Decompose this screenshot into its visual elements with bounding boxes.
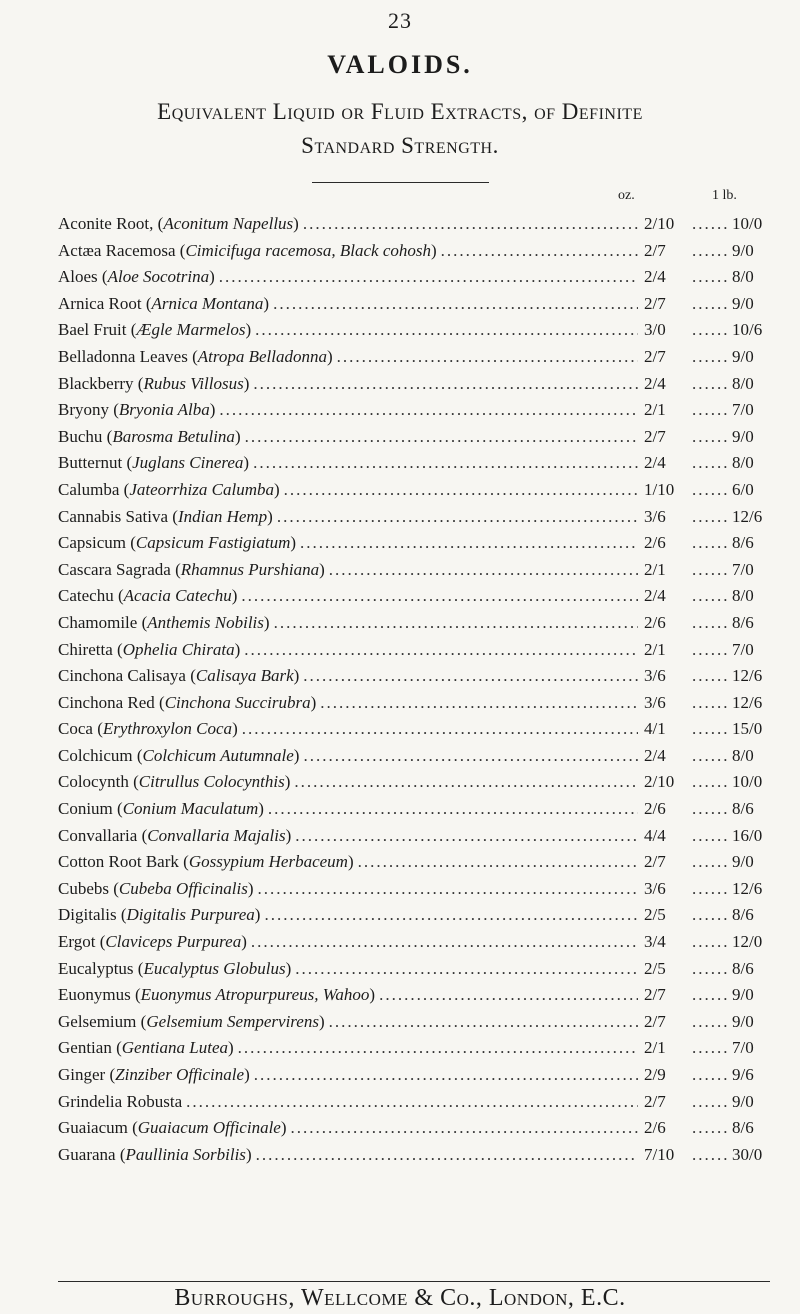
item-name: Blackberry (Rubus Villosus) xyxy=(58,373,250,393)
item-name: Capsicum (Capsicum Fastigiatum) xyxy=(58,533,297,553)
item-common-name: Eucalyptus xyxy=(58,958,134,978)
leader-dots xyxy=(300,530,638,557)
item-latin-name: Ægle Marmelos xyxy=(136,320,246,340)
price-lb: 9/0 xyxy=(732,426,754,446)
price-lb: 9/6 xyxy=(732,1065,754,1084)
leader-dots xyxy=(320,690,638,717)
item-name: Butternut (Juglans Cinerea) xyxy=(58,453,250,473)
leader-dots xyxy=(692,1115,728,1142)
price-lb: 8/6 xyxy=(732,799,754,819)
leader-dots xyxy=(692,876,728,903)
leader-dots xyxy=(692,663,728,690)
price-oz: 2/7 xyxy=(644,293,666,313)
leader-dots xyxy=(692,477,728,504)
item-common-name: Grindelia Robusta xyxy=(58,1091,183,1111)
price-oz: 2/6 xyxy=(644,612,666,632)
list-item xyxy=(58,823,770,850)
list-item xyxy=(58,1115,770,1142)
leader-dots xyxy=(692,929,728,956)
price-oz: 2/7 xyxy=(644,985,666,1005)
list-item xyxy=(58,238,770,265)
item-name: Ginger (Zinziber Officinale) xyxy=(58,1065,250,1084)
leader-dots xyxy=(337,344,638,371)
list-item xyxy=(58,504,770,531)
item-latin-name: Bryonia Alba xyxy=(118,400,210,420)
list-item xyxy=(58,583,770,610)
price-lb: 7/0 xyxy=(732,559,754,579)
price-oz: 2/1 xyxy=(644,400,666,420)
list-item xyxy=(58,317,770,344)
leader-dots xyxy=(692,690,728,717)
price-oz: 3/6 xyxy=(644,666,666,686)
leader-dots xyxy=(295,823,638,850)
item-common-name: Guarana xyxy=(58,1144,116,1164)
item-common-name: Digitalis xyxy=(58,905,117,925)
item-name: Bryony (Bryonia Alba) xyxy=(58,400,216,420)
page-subtitle xyxy=(40,95,760,163)
leader-dots xyxy=(253,450,638,477)
column-header-lb: 1 lb. xyxy=(712,188,737,203)
leader-dots xyxy=(256,1142,638,1169)
leader-dots xyxy=(441,238,638,265)
column-header-oz: oz. xyxy=(618,188,635,203)
item-common-name: Cinchona Red xyxy=(58,692,155,712)
leader-dots xyxy=(303,663,638,690)
item-common-name: Gelsemium xyxy=(58,1011,137,1031)
price-oz: 3/4 xyxy=(644,932,666,952)
list-item xyxy=(58,743,770,770)
price-oz: 3/6 xyxy=(644,506,666,526)
item-latin-name: Gelsemium Sempervirens xyxy=(146,1011,319,1031)
item-common-name: Bryony xyxy=(58,400,109,420)
price-lb: 10/6 xyxy=(732,320,763,340)
price-lb: 7/0 xyxy=(732,639,754,659)
leader-dots xyxy=(219,264,638,291)
price-oz: 2/1 xyxy=(644,559,666,579)
list-item xyxy=(58,796,770,823)
list-item xyxy=(58,291,770,318)
item-common-name: Calumba xyxy=(58,479,120,499)
list-item xyxy=(58,211,770,238)
leader-dots xyxy=(245,424,638,451)
leader-dots xyxy=(258,876,638,903)
price-lb: 12/6 xyxy=(732,506,763,526)
leader-dots xyxy=(303,743,638,770)
item-latin-name: Jateorrhiza Calumba xyxy=(129,479,274,499)
item-latin-name: Rhamnus Purshiana xyxy=(180,559,320,579)
leader-dots xyxy=(692,743,728,770)
leader-dots xyxy=(274,610,638,637)
leader-dots xyxy=(295,956,638,983)
item-common-name: Actæa Racemosa xyxy=(58,240,176,260)
list-item xyxy=(58,371,770,398)
list-item xyxy=(58,956,770,983)
leader-dots xyxy=(186,1089,638,1116)
leader-dots xyxy=(251,929,638,956)
item-latin-name: Ophelia Chirata xyxy=(122,639,235,659)
leader-dots xyxy=(273,291,638,318)
leader-dots xyxy=(303,211,638,238)
leader-dots xyxy=(692,238,728,265)
leader-dots xyxy=(692,769,728,796)
price-oz: 2/10 xyxy=(644,772,675,792)
price-oz: 2/7 xyxy=(644,426,666,446)
subtitle-line-1: Equivalent Liquid or Fluid Extracts, of Definite xyxy=(157,99,643,124)
leader-dots xyxy=(692,291,728,318)
page-number: 23 xyxy=(388,8,412,33)
item-latin-name: Erythroxylon Coca xyxy=(102,719,233,739)
price-oz: 2/5 xyxy=(644,958,666,978)
leader-dots xyxy=(692,716,728,743)
page-heading: VALOIDS. xyxy=(327,50,473,79)
leader-dots xyxy=(692,450,728,477)
price-oz: 2/6 xyxy=(644,1118,666,1138)
list-item xyxy=(58,1062,770,1089)
leader-dots xyxy=(692,1142,728,1169)
publisher-footer: Burroughs, Wellcome & Co., London, E.C. xyxy=(174,1285,626,1311)
item-common-name: Convallaria xyxy=(58,825,138,845)
item-latin-name: Cimicifuga racemosa, Black cohosh xyxy=(185,240,431,260)
item-name: Cannabis Sativa (Indian Hemp) xyxy=(58,506,273,526)
item-common-name: Cannabis Sativa xyxy=(58,506,169,526)
leader-dots xyxy=(692,557,728,584)
list-item xyxy=(58,902,770,929)
item-name: Belladonna Leaves (Atropa Belladonna) xyxy=(58,346,333,366)
item-name: Calumba (Jateorrhiza Calumba) xyxy=(58,479,280,499)
leader-dots xyxy=(294,769,638,796)
item-name: Cascara Sagrada (Rhamnus Purshiana) xyxy=(58,559,325,579)
item-latin-name: Gentiana Lutea xyxy=(121,1038,228,1058)
price-oz: 2/7 xyxy=(644,1011,666,1031)
item-name: Cinchona Calisaya (Calisaya Bark) xyxy=(58,666,300,686)
item-common-name: Colocynth xyxy=(58,772,129,792)
item-name: Ergot (Claviceps Purpurea) xyxy=(58,932,247,952)
leader-dots xyxy=(254,1062,638,1089)
item-name: Buchu (Barosma Betulina) xyxy=(58,426,241,446)
price-oz: 2/7 xyxy=(644,240,666,260)
leader-dots xyxy=(692,264,728,291)
list-item xyxy=(58,450,770,477)
item-common-name: Catechu xyxy=(58,586,114,606)
item-latin-name: Acacia Catechu xyxy=(123,586,232,606)
item-name: Bael Fruit (Ægle Marmelos) xyxy=(58,320,252,340)
item-name: Conium (Conium Maculatum) xyxy=(58,799,264,819)
leader-dots xyxy=(329,557,638,584)
item-common-name: Cascara Sagrada xyxy=(58,559,171,579)
price-oz: 4/1 xyxy=(644,719,666,739)
price-list xyxy=(58,211,770,1168)
item-common-name: Gentian xyxy=(58,1038,112,1058)
price-lb: 8/6 xyxy=(732,1118,754,1138)
item-latin-name: Arnica Montana xyxy=(151,293,264,313)
list-item xyxy=(58,1009,770,1036)
item-latin-name: Convallaria Majalis xyxy=(147,825,286,845)
item-name: Euonymus (Euonymus Atropurpureus, Wahoo) xyxy=(58,985,376,1005)
list-item xyxy=(58,264,770,291)
item-latin-name: Capsicum Fastigiatum xyxy=(135,533,291,553)
title-divider xyxy=(312,182,489,183)
item-name: Actæa Racemosa (Cimicifuga racemosa, Black cohosh) xyxy=(58,240,437,260)
item-latin-name: Zinziber Officinale xyxy=(115,1065,245,1084)
price-lb: 12/0 xyxy=(732,932,763,952)
item-latin-name: Indian Hemp xyxy=(177,506,268,526)
leader-dots xyxy=(692,796,728,823)
price-oz: 2/7 xyxy=(644,346,666,366)
item-common-name: Coca xyxy=(58,719,93,739)
price-lb: 7/0 xyxy=(732,400,754,420)
list-item xyxy=(58,397,770,424)
item-name: Eucalyptus (Eucalyptus Globulus) xyxy=(58,958,292,978)
item-latin-name: Paullinia Sorbilis xyxy=(125,1144,246,1164)
list-item xyxy=(58,769,770,796)
item-common-name: Cinchona Calisaya xyxy=(58,666,186,686)
price-oz: 2/10 xyxy=(644,214,675,233)
list-item xyxy=(58,716,770,743)
price-oz: 2/1 xyxy=(644,639,666,659)
item-name: Cubebs (Cubeba Officinalis) xyxy=(58,878,254,898)
price-lb: 8/0 xyxy=(732,373,754,393)
leader-dots xyxy=(692,317,728,344)
leader-dots xyxy=(692,849,728,876)
item-name: Cinchona Red (Cinchona Succirubra) xyxy=(58,692,317,712)
price-lb: 8/0 xyxy=(732,267,754,287)
leader-dots xyxy=(692,982,728,1009)
price-lb: 30/0 xyxy=(732,1144,763,1164)
price-oz: 2/1 xyxy=(644,1038,666,1058)
item-common-name: Conium xyxy=(58,799,113,819)
price-oz: 3/0 xyxy=(644,320,666,340)
leader-dots xyxy=(692,371,728,398)
item-latin-name: Barosma Betulina xyxy=(112,426,235,446)
leader-dots xyxy=(692,583,728,610)
leader-dots xyxy=(268,796,638,823)
list-item xyxy=(58,424,770,451)
price-lb: 8/6 xyxy=(732,612,754,632)
price-lb: 12/6 xyxy=(732,692,763,712)
leader-dots xyxy=(255,317,638,344)
price-oz: 2/4 xyxy=(644,745,666,765)
item-latin-name: Colchicum Autumnale xyxy=(142,745,294,765)
item-common-name: Aloes xyxy=(58,267,98,287)
price-lb: 8/6 xyxy=(732,905,754,925)
item-common-name: Arnica Root xyxy=(58,293,142,313)
item-latin-name: Cinchona Succirubra xyxy=(164,692,311,712)
leader-dots xyxy=(291,1115,638,1142)
list-item xyxy=(58,1089,770,1116)
price-lb: 9/0 xyxy=(732,1091,754,1111)
item-latin-name: Juglans Cinerea xyxy=(132,453,244,473)
price-lb: 8/0 xyxy=(732,586,754,606)
leader-dots xyxy=(219,397,638,424)
leader-dots xyxy=(692,397,728,424)
item-common-name: Ginger xyxy=(58,1065,106,1084)
item-name: Chiretta (Ophelia Chirata) xyxy=(58,639,241,659)
list-item xyxy=(58,876,770,903)
item-latin-name: Digitalis Purpurea xyxy=(126,905,255,925)
list-item xyxy=(58,849,770,876)
item-common-name: Butternut xyxy=(58,453,123,473)
price-lb: 9/0 xyxy=(732,293,754,313)
item-latin-name: Calisaya Bark xyxy=(195,666,294,686)
item-common-name: Ergot xyxy=(58,932,96,952)
list-item xyxy=(58,477,770,504)
leader-dots xyxy=(692,424,728,451)
price-lb: 8/6 xyxy=(732,958,754,978)
leader-dots xyxy=(692,530,728,557)
item-name: Colchicum (Colchicum Autumnale) xyxy=(58,745,300,765)
list-item xyxy=(58,637,770,664)
subtitle-line-2: Standard Strength. xyxy=(301,133,499,158)
price-oz: 2/6 xyxy=(644,533,666,553)
item-latin-name: Atropa Belladonna xyxy=(197,346,327,366)
price-oz: 2/7 xyxy=(644,1091,666,1111)
price-lb: 15/0 xyxy=(732,719,763,739)
item-common-name: Cubebs xyxy=(58,878,109,898)
price-lb: 8/6 xyxy=(732,533,754,553)
leader-dots xyxy=(264,902,638,929)
leader-dots xyxy=(284,477,638,504)
leader-dots xyxy=(358,849,638,876)
price-oz: 2/6 xyxy=(644,799,666,819)
list-item xyxy=(58,929,770,956)
item-latin-name: Euonymus Atropurpureus, Wahoo xyxy=(140,985,370,1005)
item-common-name: Guaiacum xyxy=(58,1118,128,1138)
leader-dots xyxy=(692,902,728,929)
item-common-name: Aconite Root, xyxy=(58,214,154,233)
item-name: Aconite Root, (Aconitum Napellus) xyxy=(58,214,299,233)
list-item xyxy=(58,982,770,1009)
price-lb: 9/0 xyxy=(732,1011,754,1031)
price-oz: 2/9 xyxy=(644,1065,666,1084)
price-oz: 1/10 xyxy=(644,479,675,499)
price-oz: 2/7 xyxy=(644,852,666,872)
item-name: Guaiacum (Guaiacum Officinale) xyxy=(58,1118,287,1138)
price-lb: 7/0 xyxy=(732,1038,754,1058)
price-lb: 9/0 xyxy=(732,346,754,366)
price-lb: 12/6 xyxy=(732,666,763,686)
list-item xyxy=(58,344,770,371)
item-name xyxy=(58,1089,182,1116)
item-common-name: Cotton Root Bark xyxy=(58,852,179,872)
item-name: Digitalis (Digitalis Purpurea) xyxy=(58,905,261,925)
price-oz: 2/5 xyxy=(644,905,666,925)
item-latin-name: Gossypium Herbaceum xyxy=(188,852,348,872)
leader-dots xyxy=(692,344,728,371)
item-name: Gentian (Gentiana Lutea) xyxy=(58,1038,234,1058)
item-latin-name: Conium Maculatum xyxy=(122,799,259,819)
leader-dots xyxy=(692,823,728,850)
leader-dots xyxy=(253,371,638,398)
price-oz: 2/4 xyxy=(644,586,666,606)
item-latin-name: Anthemis Nobilis xyxy=(147,612,264,632)
item-common-name: Bael Fruit xyxy=(58,320,127,340)
price-lb: 16/0 xyxy=(732,825,763,845)
item-name: Cotton Root Bark (Gossypium Herbaceum) xyxy=(58,852,354,872)
item-name: Aloes (Aloe Socotrina) xyxy=(58,267,215,287)
item-latin-name: Aloe Socotrina xyxy=(107,267,210,287)
price-lb: 6/0 xyxy=(732,479,754,499)
leader-dots xyxy=(692,1089,728,1116)
leader-dots xyxy=(692,504,728,531)
leader-dots xyxy=(692,1009,728,1036)
item-name: Chamomile (Anthemis Nobilis) xyxy=(58,612,270,632)
leader-dots xyxy=(329,1009,638,1036)
price-oz: 7/10 xyxy=(644,1144,675,1164)
price-oz: 3/6 xyxy=(644,692,666,712)
item-latin-name: Eucalyptus Globulus xyxy=(143,958,286,978)
item-common-name: Chamomile xyxy=(58,612,138,632)
price-oz: 4/4 xyxy=(644,825,666,845)
item-name: Gelsemium (Gelsemium Sempervirens) xyxy=(58,1011,325,1031)
price-oz: 2/4 xyxy=(644,453,666,473)
item-latin-name: Claviceps Purpurea xyxy=(105,932,242,952)
leader-dots xyxy=(692,1035,728,1062)
item-name: Coca (Erythroxylon Coca) xyxy=(58,719,238,739)
item-name: Guarana (Paullinia Sorbilis) xyxy=(58,1144,252,1164)
leader-dots xyxy=(379,982,638,1009)
price-lb: 9/0 xyxy=(732,240,754,260)
list-item xyxy=(58,663,770,690)
leader-dots xyxy=(238,1035,638,1062)
leader-dots xyxy=(692,956,728,983)
item-common-name: Capsicum xyxy=(58,533,126,553)
item-latin-name: Rubus Villosus xyxy=(143,373,244,393)
leader-dots xyxy=(692,637,728,664)
list-item xyxy=(58,1142,770,1169)
list-item xyxy=(58,530,770,557)
item-name: Convallaria (Convallaria Majalis) xyxy=(58,825,292,845)
leader-dots xyxy=(244,637,638,664)
price-lb: 9/0 xyxy=(732,852,754,872)
price-oz: 3/6 xyxy=(644,878,666,898)
list-item xyxy=(58,690,770,717)
price-oz: 2/4 xyxy=(644,267,666,287)
list-item xyxy=(58,557,770,584)
item-latin-name: Cubeba Officinalis xyxy=(118,878,248,898)
item-name: Colocynth (Citrullus Colocynthis) xyxy=(58,772,291,792)
item-name: Catechu (Acacia Catechu) xyxy=(58,586,238,606)
price-lb: 8/0 xyxy=(732,745,754,765)
leader-dots xyxy=(692,211,728,238)
item-common-name: Belladonna Leaves xyxy=(58,346,188,366)
price-lb: 10/0 xyxy=(732,772,763,792)
leader-dots xyxy=(692,610,728,637)
list-item xyxy=(58,1035,770,1062)
leader-dots xyxy=(242,716,638,743)
item-common-name: Euonymus xyxy=(58,985,131,1005)
item-common-name: Colchicum xyxy=(58,745,133,765)
price-lb: 8/0 xyxy=(732,453,754,473)
price-lb: 12/6 xyxy=(732,878,763,898)
leader-dots xyxy=(241,583,638,610)
price-lb: 10/0 xyxy=(732,214,763,233)
item-latin-name: Citrullus Colocynthis xyxy=(138,772,285,792)
item-name: Arnica Root (Arnica Montana) xyxy=(58,293,270,313)
leader-dots xyxy=(277,504,638,531)
footer-divider xyxy=(58,1281,770,1282)
list-item xyxy=(58,610,770,637)
leader-dots xyxy=(692,1062,728,1089)
item-latin-name: Aconitum Napellus xyxy=(163,214,294,233)
price-oz: 2/4 xyxy=(644,373,666,393)
item-common-name: Blackberry xyxy=(58,373,134,393)
item-common-name: Buchu xyxy=(58,426,103,446)
price-lb: 9/0 xyxy=(732,985,754,1005)
item-latin-name: Guaiacum Officinale xyxy=(137,1118,281,1138)
item-common-name: Chiretta xyxy=(58,639,113,659)
